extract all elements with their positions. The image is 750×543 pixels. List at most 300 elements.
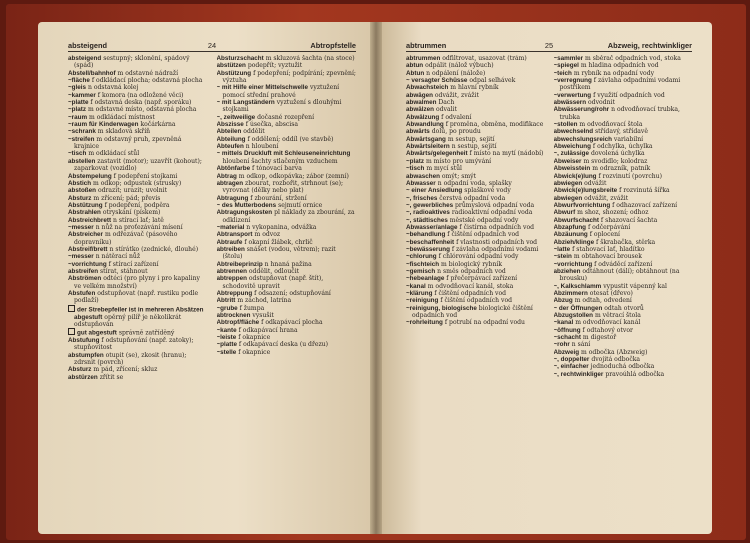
entry-headword: ~ mit Langständern (216, 99, 275, 107)
dictionary-entry (554, 128, 693, 135)
entry-headword: Abweichung (553, 143, 591, 151)
entry-translation: f odstupňování (např. zatoky); stupňovitost (74, 337, 194, 352)
dictionary-entry (554, 165, 693, 172)
entry-headword: abwägen (406, 91, 433, 99)
dictionary-entry (406, 283, 545, 290)
entry-headword: ~sammler (553, 55, 584, 62)
entry-translation: n stírátko (zednické, dlouhé) (109, 245, 199, 253)
entry-translation: odstupňovat (např. rustiku podle podlaží) (74, 290, 199, 305)
entry-headword: ~teich (553, 69, 572, 77)
entry-translation: dovolená úchylka (590, 150, 645, 158)
entry-translation: f vlastnosti odpadních vod (456, 238, 538, 246)
left-page-number: 24 (207, 41, 217, 50)
entry-headword: ~, zeitweilige (216, 113, 256, 121)
entry-headword: abtrummen (406, 55, 441, 62)
entry-translation: zastavit (motor); uzavřít (kohout); zaparkovat (vozidlo) (74, 157, 202, 173)
entry-headword: ~platte (216, 341, 237, 349)
entry-headword: Abzieh/klinge (553, 238, 595, 246)
entry-translation: m větrací štola (594, 312, 641, 320)
entry-translation: f oplocení (589, 231, 620, 239)
entry-headword: Abtragung (216, 194, 249, 202)
dictionary-entry (68, 173, 208, 180)
entry-translation: stírat, stáhnout (100, 267, 148, 275)
entry-headword: ~, doppelter (553, 356, 590, 364)
entry-headword: ~, einfacher (553, 363, 589, 371)
dictionary-entry (217, 334, 357, 341)
dictionary-entry (68, 268, 208, 275)
entry-translation: f odkapávací plocha (261, 319, 323, 327)
entry-headword: Abtraufe (216, 238, 243, 246)
entry-headword: Abzimmern (553, 290, 588, 297)
entry-translation: m odbočka (Abzweig) (580, 348, 648, 356)
entry-translation: f podepření; podpírání; zpevnění; výztuha (222, 69, 356, 85)
right-page-header (406, 41, 692, 52)
dictionary-entry (554, 231, 693, 238)
dictionary-entry (554, 268, 693, 283)
dictionary-entry (406, 150, 545, 157)
dictionary-entry (217, 180, 357, 195)
entry-headword: ~beschaffenheit (406, 238, 455, 246)
entry-translation: m odstavný pruh, zpevněná krajnice (74, 135, 182, 151)
dictionary-entry (68, 337, 208, 352)
entry-translation: n sání (571, 341, 591, 349)
entry-translation: m rybník na odpadní vody (573, 69, 655, 77)
entry-translation: f čištění odpadních vod (434, 290, 507, 297)
entry-headword: abtreppen (216, 275, 247, 283)
dictionary-entry (406, 187, 545, 194)
entry-translation: odfiltrovat, usazovat (trám) (442, 55, 527, 62)
entry-translation: n směs odpadních vod (437, 267, 506, 275)
entry-translation: m odvodňovací kanál, stoka (427, 282, 514, 290)
entry-translation: m odvodňovací kanál (575, 319, 641, 327)
entry-headword: ~latte (553, 245, 571, 253)
entry-translation: m hladina odpadních vod (580, 62, 659, 70)
dictionary-entry (554, 70, 693, 77)
entry-headword: ~gleis (68, 84, 87, 92)
dictionary-entry (217, 319, 357, 326)
dictionary-entry (406, 217, 545, 224)
entry-headword: ~fläche (68, 77, 90, 85)
entry-translation: m odstavné místo, odstavná plocha (87, 106, 197, 114)
dictionary-entry (554, 143, 693, 150)
dictionary-entry (554, 158, 693, 165)
entry-translation: f odtahový otvor (582, 326, 633, 334)
dictionary-entry (554, 290, 693, 297)
dictionary-entry (68, 253, 208, 260)
entry-headword: ~ der Öffnungen (553, 304, 603, 312)
entry-translation: vyztužení s dlouhými stojkami (222, 99, 342, 114)
entry-translation: f zbourání, stržení (250, 194, 307, 202)
entry-headword: ~messer (68, 253, 94, 261)
entry-headword: abwiegen (553, 194, 583, 202)
entry-translation: odstupňovat (např. štít), schodovitě upravit (222, 275, 324, 290)
entry-translation: m záchod, latrína (237, 297, 292, 305)
entry-headword: ~ mit Hilfe einer Mittelschwelle (216, 84, 309, 92)
entry-headword: Abstreichbrett (68, 216, 112, 224)
entry-translation: odrazit; urazit; uvolnit (97, 187, 168, 195)
entry-headword: ~ einer Ansiedlung (406, 187, 463, 195)
dictionary-entry (406, 253, 545, 260)
dictionary-entry (217, 239, 357, 246)
right-page-column-2 (554, 55, 693, 526)
entry-translation: hloubení šachty stlačeným vzduchem (222, 157, 338, 165)
left-header-last-word: Abtropfstelle (310, 41, 356, 50)
dictionary-entry (217, 231, 357, 238)
entry-translation: splaškové vody (464, 187, 511, 195)
entry-headword: ~schrank (68, 128, 96, 136)
entry-headword: ~tisch (406, 165, 425, 173)
entry-headword: ~behandlung (406, 231, 446, 239)
entry-headword: ~spiegel (553, 62, 579, 70)
dictionary-entry (406, 231, 545, 238)
entry-headword: abwalmen (406, 99, 437, 107)
entry-headword: Abströmen (68, 275, 102, 283)
entry-headword: Abtragungskosten (216, 209, 273, 217)
dictionary-entry (554, 62, 693, 69)
entry-headword: ~ des Mutterbodens (216, 201, 277, 209)
entry-headword: ~klärung (406, 290, 433, 297)
dictionary-entry (217, 349, 357, 356)
dictionary-entry (217, 297, 357, 304)
entry-headword: abwechslungsreich (553, 135, 612, 143)
dictionary-entry (554, 297, 693, 304)
entry-headword: ~vorrichtung (68, 260, 107, 268)
entry-headword: abwälzen (406, 106, 434, 114)
dictionary-entry (68, 366, 208, 373)
entry-headword: ~rohrleitung (406, 319, 443, 327)
entry-translation: městské odpadní vody (449, 216, 519, 224)
entry-headword: ~fischteich (406, 260, 440, 268)
entry-translation: f škrabačka, stěrka (596, 238, 656, 246)
entry-headword: abtrennen (216, 267, 247, 275)
entry-translation: f místo na mytí (nádobí) (469, 150, 544, 158)
entry-headword: ~verregnung (553, 77, 592, 85)
entry-headword: Abstützung (68, 201, 103, 209)
entry-translation: m sběrač odpadních vod, stoka (585, 55, 681, 62)
dictionary-entry (217, 305, 357, 312)
entry-translation: m odkládací místnost (89, 113, 155, 121)
entry-translation: otryskání (pískem) (102, 209, 161, 217)
dictionary-entry (68, 70, 208, 77)
dictionary-entry (68, 224, 208, 231)
dictionary-entry (68, 374, 208, 381)
entry-headword: Abtun (406, 69, 425, 77)
entry-headword: abwiegen (553, 179, 583, 187)
entry-translation: f přečerpávací zařízení (446, 275, 518, 283)
dictionary-entry (217, 70, 357, 85)
entry-headword: Abstufen (68, 290, 96, 297)
entry-translation: m skluzová šachta (na stoce) (265, 55, 355, 62)
entry-translation: f okapnice (238, 334, 271, 342)
entry-translation: m pád, zřícení; skluz (93, 366, 158, 374)
entry-translation: střídavý, střídavě (594, 128, 648, 136)
entry-translation: odvážit, zvážit (584, 194, 629, 202)
entry-translation: otesat (dřevo) (589, 290, 633, 297)
entry-headword: ~platz (68, 106, 87, 114)
entry-headword: abwechselnd (553, 128, 594, 136)
dictionary-entry (68, 328, 208, 337)
entry-translation: m mycí stůl (426, 165, 462, 173)
dictionary-entry (217, 121, 357, 128)
entry-headword: Abwässerung/rohr (553, 106, 610, 114)
entry-translation: omýt; smýt (441, 172, 477, 180)
entry-headword: ~leiste (216, 334, 237, 342)
dictionary-entry (554, 327, 693, 334)
entry-translation: m odvodňovací štola (579, 121, 643, 129)
entry-translation: dolů, po proudu (431, 128, 481, 136)
entry-translation: opěrný pilíř je několikrát odstupňován (74, 313, 182, 328)
entry-translation: f komora (na odložené věci) (97, 91, 184, 99)
left-header-first-word: absteigend (68, 41, 108, 50)
entry-translation: f odkládací plocha; odstavná plocha (91, 77, 203, 85)
entry-translation: f okapní žlábek, chrlič (244, 238, 313, 246)
left-page-header (68, 41, 356, 52)
dictionary-entry (68, 114, 208, 121)
entry-translation: f odkapávací deska (u dřezu) (238, 341, 328, 349)
dictionary-entry (406, 224, 545, 231)
entry-headword: ~raum (68, 113, 88, 121)
entry-headword: ~, städtisches (406, 216, 448, 224)
entry-translation: m místo pro umývání (425, 157, 492, 165)
dictionary-entry (554, 187, 693, 194)
entry-headword: Abstrahlen (68, 209, 101, 217)
entry-headword: abwaschen (406, 172, 440, 180)
entry-translation: pl náklady za zbourání, za odklizení (222, 209, 355, 224)
entry-headword: Abweisstein (553, 165, 591, 173)
entry-headword: ~, rechtwinkliger (553, 370, 604, 378)
dictionary-entry (554, 356, 693, 363)
dictionary-entry (217, 341, 357, 348)
entry-translation: vypustit vápenný kal (603, 282, 667, 290)
entry-headword: ~kammer (68, 91, 96, 99)
entry-translation: f podepření, podpěra (104, 201, 170, 209)
entry-translation: m sestup, sejití (447, 135, 495, 143)
right-page (382, 22, 712, 534)
entry-translation: odtah otvorů (604, 304, 644, 312)
dictionary-entry (554, 195, 693, 202)
dictionary-entry (217, 268, 357, 275)
dictionary-entry (68, 290, 208, 305)
entry-translation: f úsečka, abscisa (245, 121, 298, 129)
entry-translation: f odváděcí zařízení (594, 260, 653, 268)
entry-headword: ~streifen (68, 135, 95, 143)
entry-headword: ~kanal (553, 319, 574, 327)
entry-headword: ~, Kalkschlamm (553, 282, 602, 290)
dictionary-entry (554, 319, 693, 326)
entry-headword: Absturz (68, 366, 92, 374)
dictionary-entry (217, 165, 357, 172)
entry-translation: m hlavní rybník (450, 84, 499, 92)
dictionary-entry (406, 195, 545, 202)
entry-headword: ~chlorung (406, 253, 437, 261)
entry-translation: m zřícení; pád; převis (93, 194, 161, 202)
dictionary-entry (554, 363, 693, 370)
entry-translation: f odčerpávání (587, 223, 631, 231)
entry-translation: vyztužení pomocí střední prahové (222, 84, 340, 99)
dictionary-entry (406, 114, 545, 121)
entry-headword: Abwärtsgang (406, 135, 446, 143)
dictionary-entry (217, 150, 357, 165)
entry-headword: ~schacht (553, 334, 581, 342)
dictionary-entry (217, 261, 357, 268)
entry-translation: m skladová skříň (97, 128, 151, 136)
entry-headword: Abzugstollen (553, 312, 594, 320)
entry-headword: Abstufung (68, 337, 100, 345)
dictionary-entry (554, 55, 693, 62)
dictionary-entry (554, 312, 693, 319)
entry-headword: der Strebepfeiler ist in mehreren Absätzen abgestuft (74, 306, 204, 321)
entry-headword: Abteilung (216, 135, 246, 143)
entry-translation: otupit (se), zkosit (hranu); zdrsnit (povrch) (74, 351, 187, 367)
entry-headword: ~öffnung (553, 326, 581, 334)
entry-headword: Abteufen (216, 143, 244, 151)
entry-translation: odpal selhávek (469, 77, 516, 85)
dictionary-entry (217, 195, 357, 202)
entry-translation: biologické čištění odpadních vod (412, 304, 533, 320)
right-header-last-word: Abzweig, rechtwinkliger (607, 41, 692, 50)
dictionary-entry (217, 84, 357, 99)
dictionary-entry (554, 77, 693, 92)
entry-translation: m odtah, odvedení (574, 297, 632, 305)
entry-translation: f rozvinutá šířka (619, 187, 670, 195)
entry-headword: Abwurfschacht (553, 216, 599, 224)
entry-headword: Abszisse (216, 121, 244, 129)
entry-headword: Abzäunung (553, 231, 588, 239)
square-marker-icon (68, 328, 75, 335)
entry-headword: ~ mittels Druckluft mit Schleuseneinrichtung (216, 150, 351, 158)
entry-translation: vysušit (252, 312, 274, 320)
entry-translation: n hloubení (245, 143, 279, 151)
dictionary-entry (217, 327, 357, 334)
entry-translation: m odvoz (254, 231, 281, 239)
entry-headword: abwässern (553, 99, 587, 107)
dictionary-entry (406, 77, 545, 84)
entry-headword: Abteilen (216, 128, 242, 136)
dictionary-entry (217, 114, 357, 121)
entry-translation: n odvodňovací trubka, trubka (559, 106, 680, 121)
book-gutter (370, 22, 382, 534)
dictionary-entry (554, 334, 693, 341)
entry-headword: abwärts (406, 128, 430, 136)
dictionary-entry (68, 106, 208, 113)
entry-translation: dvojitá odbočka (591, 356, 641, 364)
entry-headword: abstoßen (68, 187, 96, 195)
entry-translation: odpálit (nálož výbuch) (425, 62, 494, 70)
dictionary-entry (406, 275, 545, 282)
entry-headword: abtragen (216, 179, 244, 187)
entry-headword: ~hebeanlage (406, 275, 445, 283)
entry-headword: Abzug (553, 297, 573, 305)
left-page (38, 22, 370, 534)
entry-translation: čerstvá odpadní voda (439, 194, 506, 202)
entry-translation: f odsazení; odstupňování (254, 290, 331, 297)
entry-translation: f potrubí na odpadní vodu (444, 319, 525, 327)
entry-translation: f čištění odpadních vod (440, 297, 513, 305)
entry-headword: ~ versagter Schüsse (406, 77, 468, 85)
entry-headword: Abwasser/anlage (406, 223, 458, 231)
dictionary-entry (68, 121, 208, 128)
dictionary-entry (217, 173, 357, 180)
dictionary-entry (406, 246, 545, 253)
left-page-column-2 (217, 55, 357, 526)
entry-translation: n odpadní voda, splašky (437, 179, 512, 187)
dictionary-entry (406, 173, 545, 180)
entry-translation: n stírací lať; latě (112, 216, 164, 224)
entry-headword: ~platz (406, 157, 425, 165)
dictionary-entry (554, 121, 693, 128)
entry-headword: ~, radioaktives (406, 209, 450, 217)
dictionary-entry (554, 246, 693, 253)
entry-headword: Abtreppung (216, 290, 253, 297)
entry-headword: Abstich (68, 179, 92, 187)
entry-headword: abstellen (68, 157, 96, 165)
entry-headword: ~reinigung (406, 297, 439, 305)
entry-translation: m odkop; odpustek (strusky) (93, 179, 182, 187)
dictionary-entry (554, 209, 693, 216)
entry-translation: f odchylka, úchylka (592, 143, 653, 151)
dictionary-entry (217, 290, 357, 297)
dictionary-entry (554, 99, 693, 106)
entry-translation: f čištění odpadních vod (447, 231, 520, 239)
entry-translation: n sestup, sejití (451, 143, 497, 151)
entry-headword: ~stelle (216, 348, 237, 356)
dictionary-entry (554, 217, 693, 224)
entry-headword: Absturzschacht (216, 55, 264, 62)
dictionary-entry (406, 290, 545, 297)
dictionary-entry (68, 352, 208, 367)
entry-headword: Abstreicher (68, 231, 103, 239)
entry-headword: Abweiser (553, 157, 582, 165)
dictionary-entry (406, 261, 545, 268)
entry-translation: pravoúhlá odbočka (605, 370, 665, 378)
entry-translation: f odstavná deska (např. sporáku) (90, 99, 192, 107)
dictionary-entry (554, 261, 693, 268)
entry-translation: m odkládací stůl (88, 150, 140, 158)
dictionary-entry (68, 305, 208, 329)
entry-headword: ~rohr (553, 341, 570, 349)
entry-headword: Abzweig (553, 348, 580, 356)
entry-translation: f závlaha odpadními vodami (451, 245, 539, 253)
entry-translation: f závlaha odpadními vodami postřikem (559, 77, 681, 92)
entry-headword: Abwachsteich (406, 84, 449, 92)
dictionary-entry (406, 209, 545, 216)
dictionary-entry (554, 150, 693, 157)
dictionary-entry (68, 209, 208, 216)
entry-headword: abstützen (216, 62, 246, 70)
entry-headword: abtreiben (216, 245, 245, 253)
entry-headword: Abwärts/gelegenheit (406, 150, 468, 158)
right-page-number: 25 (544, 41, 554, 50)
dictionary-entry (406, 268, 545, 275)
entry-translation: sestupný; sklonění, spádový (spád) (74, 55, 190, 70)
entry-translation: n hnaná pažina (264, 260, 312, 268)
entry-headword: ~messer (68, 223, 94, 231)
entry-headword: Abtrag (216, 172, 237, 180)
dictionary-entry (217, 136, 357, 143)
entry-translation: radioaktivní odpadní voda (451, 209, 533, 217)
entry-translation: f podepření stojkami (113, 172, 178, 180)
entry-translation: oddělit, odloučit (248, 267, 300, 275)
dictionary-entry (406, 165, 545, 172)
entry-translation: f stahovací lať, hladítko (572, 245, 645, 253)
dictionary-entry (406, 92, 545, 99)
dictionary-entry (68, 77, 208, 84)
dictionary-entry (554, 305, 693, 312)
entry-headword: Abwandlung (406, 121, 444, 129)
entry-headword: ~vorrichtung (553, 260, 593, 268)
entry-headword: Abwärtsleitern (406, 143, 450, 151)
dictionary-entry (554, 136, 693, 143)
